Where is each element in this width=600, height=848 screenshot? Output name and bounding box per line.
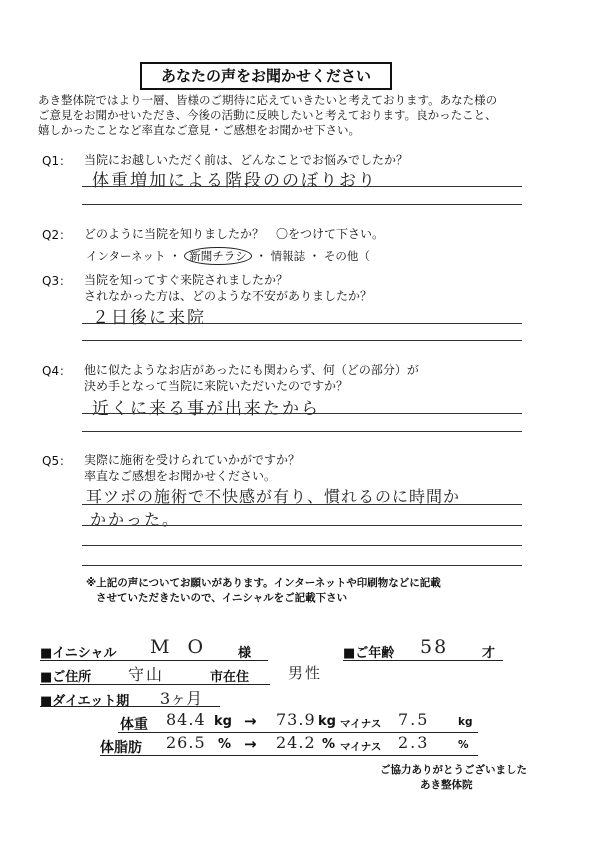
option-sep-2: ・ <box>255 249 267 263</box>
q3-question-2: されなかった方は、どのような不安がありましたか？ <box>84 289 373 303</box>
q5-question-1: 実際に施術を受けられていかがですか？ <box>84 453 301 467</box>
weight-minus-value[interactable]: 7.5 <box>398 710 430 729</box>
q5-question-2: 率直なご感想をお聞かせください。 <box>84 469 277 483</box>
body-fat-unit-before: % <box>218 737 232 752</box>
q1-answer[interactable]: 体重増加による階段ののぼりおり <box>92 171 377 191</box>
weight-unit-after: kg <box>318 714 336 729</box>
address-value[interactable]: 守山 <box>128 665 165 684</box>
q3-question-1: 当院を知ってすぐ来院されましたか？ <box>84 273 289 287</box>
age-label: ■ご年齢 <box>343 646 395 661</box>
weight-unit-minus: kg <box>458 716 473 728</box>
option-sep-3: ・ <box>308 249 321 263</box>
intro-line-1: あき整体院ではより一層、皆様のご期待に応えていきたいと考えております。あなた様の <box>38 93 498 107</box>
q3-answer[interactable]: ２日後に来院 <box>92 308 206 328</box>
closing-clinic-name: あき整体院 <box>420 779 473 791</box>
body-fat-minus-value[interactable]: 2.3 <box>398 733 430 752</box>
option-newspaper-flyer[interactable]: 新聞チラシ <box>184 247 252 265</box>
body-fat-arrow: → <box>244 735 257 753</box>
q1-answer-line-1 <box>82 186 522 187</box>
page-title: あなたの声をお聞かせください <box>140 62 392 90</box>
initial-value[interactable]: M O <box>150 636 210 658</box>
q2-question: どのように当院を知りましたか？ 〇をつけて下さい。 <box>84 227 385 241</box>
diet-period-value[interactable]: 3ヶ月 <box>160 689 203 708</box>
initial-label: ■イニシャル <box>40 646 117 661</box>
q4-answer-line-2 <box>82 431 522 432</box>
option-internet[interactable]: インターネット <box>86 249 166 263</box>
q5-answer-line-2-text[interactable]: かかった。 <box>90 510 181 529</box>
body-fat-minus-label: マイナス <box>340 741 382 753</box>
q4-question-2: 決め手となって当院に来院いただいたのですか？ <box>84 379 349 393</box>
q1-answer-line-2 <box>82 204 522 205</box>
gender-value[interactable]: 男性 <box>288 664 323 682</box>
weight-after[interactable]: 73.9 <box>276 710 316 729</box>
body-fat-before[interactable]: 26.5 <box>166 733 206 752</box>
age-value[interactable]: 58 <box>420 636 449 658</box>
weight-unit-before: kg <box>214 714 232 729</box>
body-fat-label: 体脂肪 <box>100 740 142 756</box>
diet-underline <box>40 706 220 707</box>
q5-answer-line-4 <box>82 565 522 566</box>
weight-label: 体重 <box>120 717 148 733</box>
q5-answer-line-2 <box>82 525 522 526</box>
option-other[interactable]: その他（ <box>323 249 370 263</box>
q4-answer-line-1 <box>82 413 522 414</box>
q4-number: Q4： <box>42 364 72 378</box>
address-label: ■ご住所 <box>40 670 92 685</box>
notice-line-2: させていただきたいので、イニシャルをご記載下さい <box>96 592 348 604</box>
intro-line-3: 嬉しかったことなど率直なご意見・ご感想をお聞かせ下さい。 <box>38 123 360 137</box>
q2-number: Q2： <box>42 228 72 242</box>
sama-label: 様 <box>238 646 252 661</box>
notice-line-1: ※上記の声についてお願いがあります。インターネットや印刷物などに記載 <box>86 577 441 589</box>
q4-question-1: 他に似たようなお店があったにも関わらず、何（どの部分）が <box>84 363 419 377</box>
option-sep-1: ・ <box>169 249 181 263</box>
weight-arrow: → <box>244 712 257 730</box>
address-underline <box>40 684 270 685</box>
body-fat-after[interactable]: 24.2 <box>276 733 316 752</box>
q2-options <box>86 248 370 264</box>
body-fat-unit-minus: % <box>458 739 469 751</box>
q3-answer-line-1 <box>82 323 522 324</box>
diet-period-label: ■ダイエット期 <box>40 694 130 709</box>
q5-answer-line-1-text[interactable]: 耳ツボの施術で不快感が有り、慣れるのに時間か <box>86 487 461 506</box>
q5-answer-line-3 <box>82 545 522 546</box>
q3-answer-line-2 <box>82 340 522 341</box>
intro-line-2: ご意見をお聞かせいただき、今後の活動に反映したいと考えております。良かったこと、 <box>38 108 497 122</box>
weight-minus-label: マイナス <box>340 718 382 730</box>
q1-question: 当院にお越しいただく前は、どんなことでお悩みでしたか？ <box>84 153 409 167</box>
q4-answer[interactable]: 近くに来る事が出来たから <box>92 399 320 419</box>
city-label: 市在住 <box>210 670 250 685</box>
closing-thanks: ご協力ありがとうございました <box>380 764 527 776</box>
initial-underline <box>40 660 268 661</box>
q5-number: Q5： <box>42 454 72 468</box>
q5-answer-line-1 <box>82 504 522 505</box>
weight-before[interactable]: 84.4 <box>166 710 206 729</box>
body-fat-underline <box>100 755 478 756</box>
age-unit: 才 <box>482 646 496 661</box>
q3-number: Q3： <box>42 274 72 288</box>
body-fat-unit-after: % <box>322 737 336 752</box>
age-underline <box>343 660 503 661</box>
option-magazine[interactable]: 情報誌 <box>270 249 306 263</box>
q1-number: Q1： <box>42 154 72 168</box>
